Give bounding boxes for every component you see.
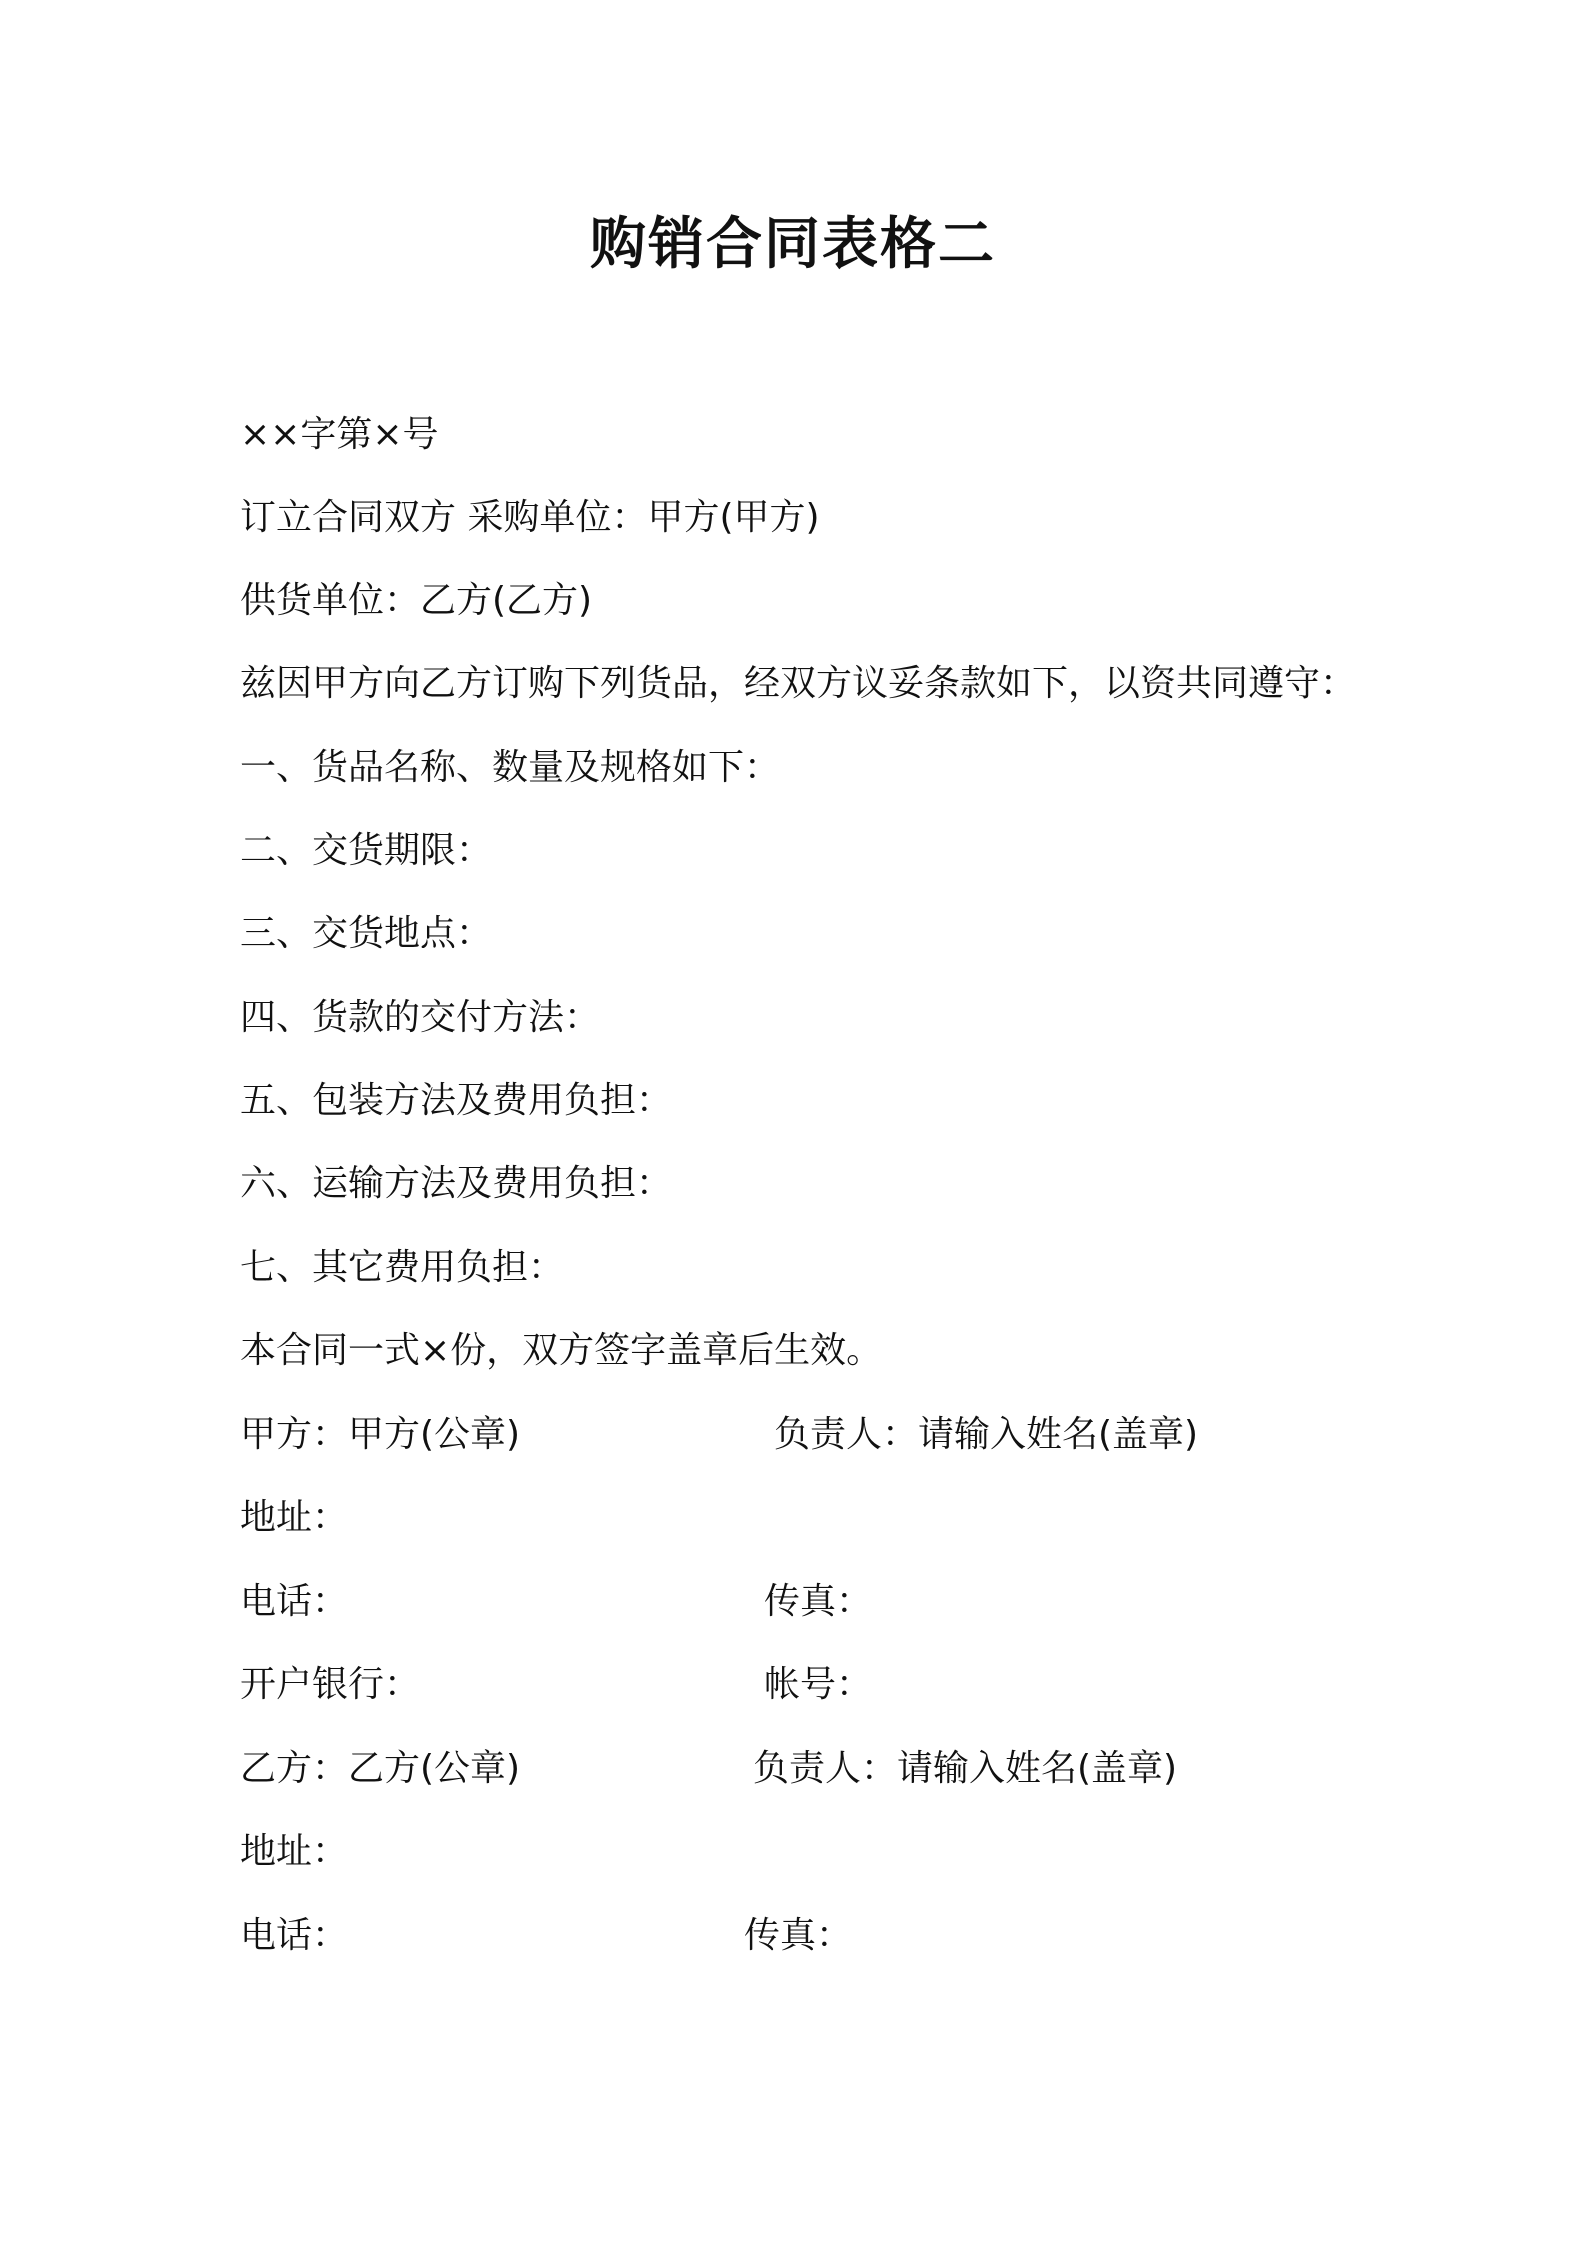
party-a-representative: 负责人：请输入姓名(盖章) [774,1414,1199,1455]
clause-7: 七、其它费用负担： [240,1247,565,1288]
supplier-line: 供货单位：乙方(乙方) [240,580,593,621]
party-a-name: 甲方：甲方(公章) [240,1414,521,1455]
clause-6: 六、运输方法及费用负担： [240,1163,673,1204]
party-a-fax: 传真： [764,1581,873,1622]
clause-2: 二、交货期限： [240,830,493,871]
clause-5: 五、包装方法及费用负担： [240,1080,673,1121]
party-b-address: 地址： [240,1831,349,1872]
party-a-address: 地址： [240,1497,349,1538]
clause-1: 一、货品名称、数量及规格如下： [240,747,781,788]
clause-3: 三、交货地点： [240,913,493,954]
party-b-phone: 电话： [240,1915,349,1956]
party-a-phone: 电话： [240,1581,349,1622]
clause-4: 四、货款的交付方法： [240,997,601,1038]
party-b-representative: 负责人：请输入姓名(盖章) [753,1748,1178,1789]
party-a-bank: 开户银行： [240,1664,421,1705]
contract-number: ××字第×号 [240,414,439,455]
effect-line: 本合同一式×份，双方签字盖章后生效。 [240,1330,883,1371]
preamble: 兹因甲方向乙方订购下列货品，经双方议妥条款如下，以资共同遵守： [240,663,1357,704]
parties-line: 订立合同双方 采购单位：甲方(甲方) [240,497,820,538]
party-b-fax: 传真： [744,1915,853,1956]
party-a-account: 帐号： [764,1664,873,1705]
document-title: 购销合同表格二 [590,212,996,277]
party-b-name: 乙方：乙方(公章) [240,1748,521,1789]
